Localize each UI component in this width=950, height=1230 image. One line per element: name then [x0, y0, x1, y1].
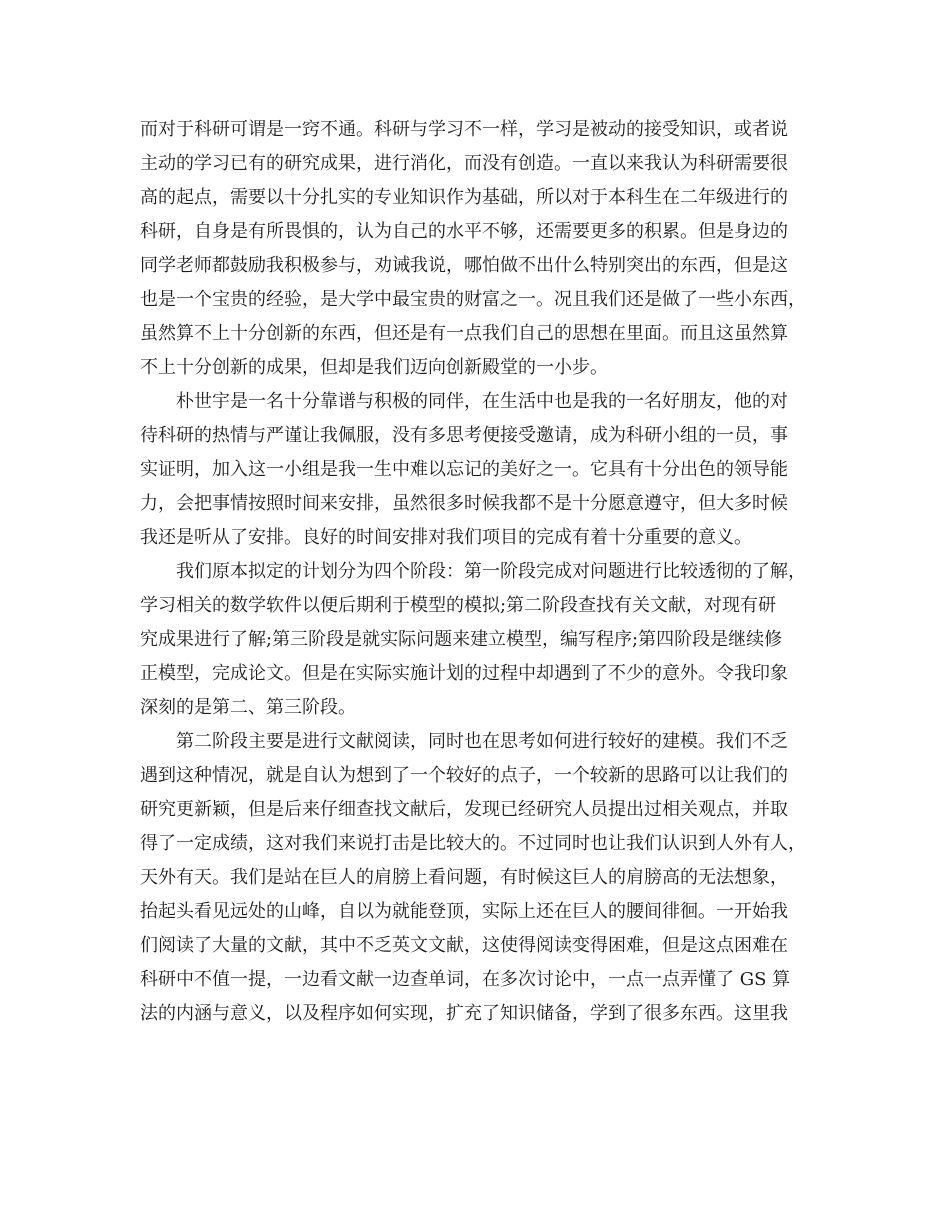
text-line: 正模型，完成论文。但是在实际实施计划的过程中却遇到了不少的意外。令我印象: [140, 663, 788, 684]
text-line: 学习相关的数学软件以便后期利于模型的模拟;第二阶段查找有关文献，对现有研: [140, 595, 777, 616]
text-line: 抬起头看见远处的山峰，自以为就能登顶，实际上还在巨人的腰间徘徊。一开始我: [140, 901, 788, 922]
text-line: 待科研的热情与严谨让我佩服，没有多思考便接受邀请，成为科研小组的一员，事: [140, 425, 788, 446]
text-line: 第二阶段主要是进行文献阅读，同时也在思考如何进行较好的建模。我们不乏: [176, 731, 788, 752]
text-line: 虽然算不上十分创新的东西，但还是有一点我们自己的思想在里面。而且这虽然算: [140, 323, 788, 344]
text-line: 究成果进行了解;第三阶段是就实际问题来建立模型，编写程序;第四阶段是继续修: [140, 629, 783, 650]
text-line: 朴世宇是一名十分靠谱与积极的同伴，在生活中也是我的一名好朋友，他的对: [176, 391, 788, 412]
text-line: 们阅读了大量的文献，其中不乏英文文献，这使得阅读变得困难，但是这点困难在: [140, 935, 788, 956]
text-line: 而对于科研可谓是一窍不通。科研与学习不一样，学习是被动的接受知识，或者说: [140, 119, 788, 140]
paragraph-2: [140, 385, 820, 555]
document-body: [140, 113, 820, 1031]
text-line: 同学老师都鼓励我积极参与，劝诫我说，哪怕做不出什么特别突出的东西，但是这: [140, 255, 788, 276]
text-line: 实证明，加入这一小组是我一生中难以忘记的美好之一。它具有十分出色的领导能: [140, 459, 788, 480]
text-line: 得了一定成绩，这对我们来说打击是比较大的。不过同时也让我们认识到人外有人，: [140, 833, 806, 854]
text-line: 力，会把事情按照时间来安排，虽然很多时候我都不是十分愿意遵守，但大多时候: [140, 493, 788, 514]
text-line: 深刻的是第二、第三阶段。: [140, 697, 356, 718]
paragraph-3: [140, 555, 820, 725]
text-line: 遇到这种情况，就是自认为想到了一个较好的点子，一个较新的思路可以让我们的: [140, 765, 788, 786]
text-line: 天外有天。我们是站在巨人的肩膀上看问题，有时候这巨人的肩膀高的无法想象，: [140, 867, 788, 888]
text-line: 高的起点，需要以十分扎实的专业知识作为基础，所以对于本科生在二年级进行的: [140, 187, 788, 208]
paragraph-4: [140, 725, 820, 1031]
text-line: 法的内涵与意义，以及程序如何实现，扩充了知识储备，学到了很多东西。这里我: [140, 1003, 788, 1024]
text-line: 不上十分创新的成果，但却是我们迈向创新殿堂的一小步。: [140, 357, 608, 378]
text-line: 研究更新颖，但是后来仔细查找文献后，发现已经研究人员提出过相关观点，并取: [140, 799, 788, 820]
text-line: 科研中不值一提，一边看文献一边查单词，在多次讨论中，一点一点弄懂了 GS 算: [140, 969, 791, 990]
text-line: 我还是听从了安排。良好的时间安排对我们项目的完成有着十分重要的意义。: [140, 527, 752, 548]
text-line: 科研，自身是有所畏惧的，认为自己的水平不够，还需要更多的积累。但是身边的: [140, 221, 788, 242]
text-line: 主动的学习已有的研究成果，进行消化，而没有创造。一直以来我认为科研需要很: [140, 153, 788, 174]
text-line: 我们原本拟定的计划分为四个阶段：第一阶段完成对问题进行比较透彻的了解，: [176, 561, 806, 582]
paragraph-1: [140, 113, 820, 385]
text-line: 也是一个宝贵的经验，是大学中最宝贵的财富之一。况且我们还是做了一些小东西，: [140, 289, 806, 310]
